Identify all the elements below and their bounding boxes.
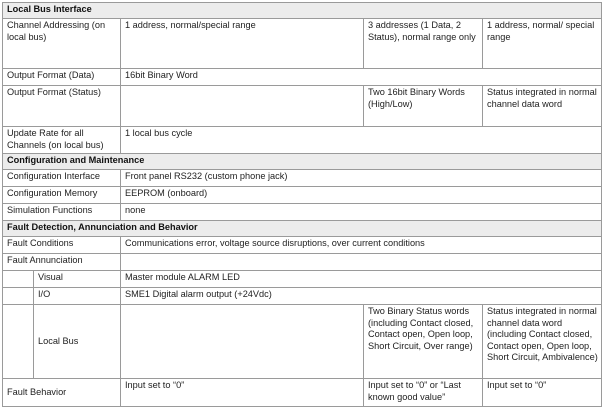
- row-label: I/O: [34, 288, 121, 305]
- indent-cell: [3, 288, 34, 305]
- row-label: Configuration Memory: [3, 187, 121, 204]
- cell-value: 1 local bus cycle: [121, 127, 602, 154]
- cell-value: [121, 254, 602, 271]
- table-row: [3, 271, 602, 288]
- cell-value: Communications error, voltage source disruptions, over current conditions: [121, 237, 602, 254]
- row-label: Visual: [34, 271, 121, 288]
- cell-value: Two Binary Status words (including Contact closed, Contact open, Open loop, Short Circuit, Over range): [364, 305, 483, 379]
- table-row: [3, 254, 602, 271]
- row-label: Fault Conditions: [3, 237, 121, 254]
- row-label: Fault Annunciation: [3, 254, 121, 271]
- table-row: [3, 69, 602, 86]
- table-row: [3, 170, 602, 187]
- row-label: Output Format (Status): [3, 86, 121, 127]
- cell-value: 1 address, normal/ special range: [483, 19, 602, 69]
- table-row: [3, 86, 602, 127]
- section-title: Fault Detection, Annunciation and Behavior: [3, 221, 602, 237]
- cell-value: none: [121, 204, 602, 221]
- section-row-local-bus: [3, 3, 602, 19]
- cell-value: Input set to “0” or “Last known good value”: [364, 379, 483, 407]
- section-row-config: [3, 154, 602, 170]
- table-row: [3, 19, 602, 69]
- section-row-fault: [3, 221, 602, 237]
- cell-value: Status integrated in normal channel data word: [483, 86, 602, 127]
- cell-value: [121, 305, 364, 379]
- row-label: Simulation Functions: [3, 204, 121, 221]
- row-label: Channel Addressing (on local bus): [3, 19, 121, 69]
- cell-value: Master module ALARM LED: [121, 271, 602, 288]
- section-title: Local Bus Interface: [3, 3, 602, 19]
- table-row: [3, 204, 602, 221]
- cell-value: 16bit Binary Word: [121, 69, 602, 86]
- table-row: [3, 127, 602, 154]
- section-title: Configuration and Maintenance: [3, 154, 602, 170]
- table-row: [3, 288, 602, 305]
- row-label: Update Rate for all Channels (on local bus): [3, 127, 121, 154]
- row-label: Configuration Interface: [3, 170, 121, 187]
- cell-value: 1 address, normal/special range: [121, 19, 364, 69]
- cell-value: Front panel RS232 (custom phone jack): [121, 170, 602, 187]
- cell-value: EEPROM (onboard): [121, 187, 602, 204]
- cell-value: [121, 86, 364, 127]
- table-row: [3, 305, 602, 379]
- cell-value: 3 addresses (1 Data, 2 Status), normal range only: [364, 19, 483, 69]
- cell-value: Input set to “0”: [121, 379, 364, 407]
- cell-value: Two 16bit Binary Words (High/Low): [364, 86, 483, 127]
- table-row: [3, 379, 602, 407]
- row-label: Fault Behavior: [3, 379, 121, 407]
- indent-cell: [3, 271, 34, 288]
- row-label: Output Format (Data): [3, 69, 121, 86]
- table-row: [3, 237, 602, 254]
- table-row: [3, 187, 602, 204]
- cell-value: Status integrated in normal channel data word (including Contact closed, Contact open, Open loop, Short Circuit, Ambivalence): [483, 305, 602, 379]
- indent-cell: [3, 305, 34, 379]
- cell-value: Input set to “0”: [483, 379, 602, 407]
- cell-value: SME1 Digital alarm output (+24Vdc): [121, 288, 602, 305]
- spec-table: [2, 2, 602, 407]
- row-label: Local Bus: [34, 305, 121, 379]
